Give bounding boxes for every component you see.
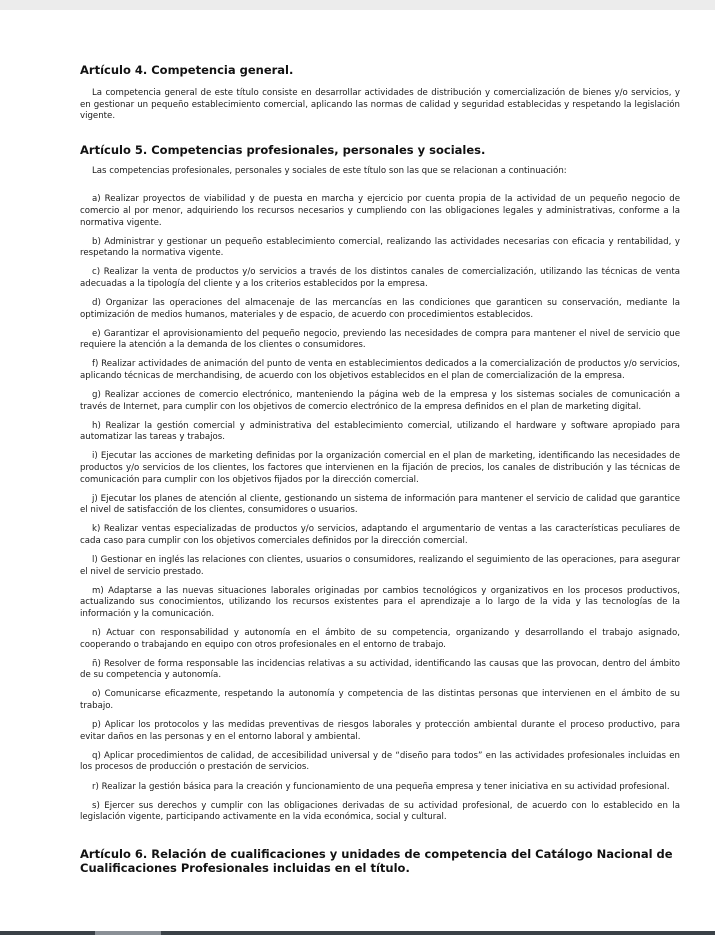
competency-item: c) Realizar la venta de productos y/o servicios a través de los distintos canales de comercialización, utilizando las técnicas de venta adecuadas a la tipología del cliente y a los criterios establecidos por la empresa. (80, 267, 680, 289)
competency-item: k) Realizar ventas especializadas de productos y/o servicios, adaptando el argumentario de ventas a las características peculiares de cada caso para cumplir con los objetivos comerciales definidos por la dirección comercial. (80, 524, 680, 547)
competency-item: m) Adaptarse a las nuevas situaciones laborales originadas por cambios tecnológicos y organizativos en los procesos productivos, actualizando sus conocimientos, utilizando los recursos existentes para el aprendizaje a lo largo de la vida y las tecnologías de la información y la comunicación. (80, 585, 680, 619)
competencies-list (80, 194, 680, 823)
article-4-heading: Artículo 4. Competencia general. (80, 63, 294, 77)
competency-item: s) Ejercer sus derechos y cumplir con las obligaciones derivadas de su actividad profesional, de acuerdo con lo establecido en la legislación vigente, participando activamente en la vida económica, social y cultural. (80, 800, 680, 823)
scrollbar-thumb[interactable] (95, 931, 161, 935)
article-5-heading: Artículo 5. Competencias profesionales, personales y sociales. (80, 142, 486, 157)
competency-item: n) Actuar con responsabilidad y autonomía en el ámbito de su competencia, organizando y desarrollando el trabajo asignado, cooperando o trabajando en equipo con otros profesionales en el entorno de trabajo. (80, 628, 680, 650)
competency-item: p) Aplicar los protocolos y las medidas preventivas de riesgos laborales y protección ambiental durante el proceso productivo, para evitar daños en las personas y en el entorno laboral y ambiental. (80, 720, 680, 742)
competency-item: e) Garantizar el aprovisionamiento del pequeño negocio, previendo las necesidades de compra para mantener el nivel de servicio que requiere la atención a la demanda de los clientes o consumidores. (80, 328, 680, 351)
competency-item: f) Realizar actividades de animación del punto de venta en establecimientos dedicados a la comercialización de productos y/o servicios, aplicando técnicas de merchandising, de acuerdo con los objetivos establecidos en el plan de comercialización de la empresa. (80, 359, 680, 381)
competency-item: q) Aplicar procedimientos de calidad, de accesibilidad universal y de “diseño para todos” en las actividades profesionales incluidas en los procesos de producción o prestación de servicios. (80, 750, 680, 773)
document-content (80, 63, 680, 875)
competency-item: l) Gestionar en inglés las relaciones con clientes, usuarios o consumidores, realizando el seguimiento de las operaciones, para asegurar el nivel de servicio prestado. (80, 555, 680, 577)
article-6-heading: Artículo 6. Relación de cualificaciones y unidades de competencia del Catálogo Nacional de Cualificaciones Profesionales incluidas en el título. (80, 846, 673, 875)
competency-item: i) Ejecutar las acciones de marketing definidas por la organización comercial en el plan de marketing, identificando las necesidades de productos y/o servicios de los clientes, los factores que intervienen en la fijación de precios, los canales de distribución y las técnicas de comunicación para cumplir con los objetivos fijados por la dirección comercial. (80, 451, 680, 485)
competency-item: h) Realizar la gestión comercial y administrativa del establecimiento comercial, utilizando el hardware y software apropiado para automatizar las tareas y trabajos. (80, 420, 680, 443)
competency-item: a) Realizar proyectos de viabilidad y de puesta en marcha y ejercicio por cuenta propia de la actividad de un pequeño negocio de comercio al por menor, adquiriendo los recursos necesarios y cumpliendo con las obligaciones legales y administrativas, conforme a la normativa vigente. (80, 194, 680, 228)
competency-item: d) Organizar las operaciones del almacenaje de las mercancías en las condiciones que garanticen su conservación, mediante la optimización de medios humanos, materiales y de espacio, de acuerdo con procedimientos establecidos. (80, 298, 680, 320)
competency-item: b) Administrar y gestionar un pequeño establecimiento comercial, realizando las actividades necesarias con eficacia y rentabilidad, y respetando la normativa vigente. (80, 236, 680, 259)
article-4-body: La competencia general de este título consiste en desarrollar actividades de distribución y comercialización de bienes y/o servicios, y en gestionar un pequeño establecimiento comercial, aplicando las normas de calidad y seguridad establecidas y respetando la legislación vigente. (80, 88, 680, 122)
top-toolbar (0, 0, 715, 10)
competency-item: r) Realizar la gestión básica para la creación y funcionamiento de una pequeña empresa y tener iniciativa en su actividad profesional. (92, 781, 670, 792)
article-5-intro: Las competencias profesionales, personales y sociales de este título son las que se relacionan a continuación: (92, 165, 567, 176)
competency-item: ñ) Resolver de forma responsable las incidencias relativas a su actividad, identificando las causas que las provocan, dentro del ámbito de su competencia y autonomía. (80, 658, 680, 681)
competency-item: j) Ejecutar los planes de atención al cliente, gestionando un sistema de información para mantener el servicio de calidad que garantice el nivel de satisfacción de los clientes, consumidores o usuarios. (80, 493, 680, 516)
competency-item: g) Realizar acciones de comercio electrónico, manteniendo la página web de la empresa y los sistemas sociales de comunicación a través de Internet, para cumplir con los objetivos de comercio electrónico de la empresa definidos en el plan de marketing digital. (80, 390, 680, 412)
competency-item: o) Comunicarse eficazmente, respetando la autonomía y competencia de las distintas personas que intervienen en el ámbito de su trabajo. (80, 689, 680, 712)
